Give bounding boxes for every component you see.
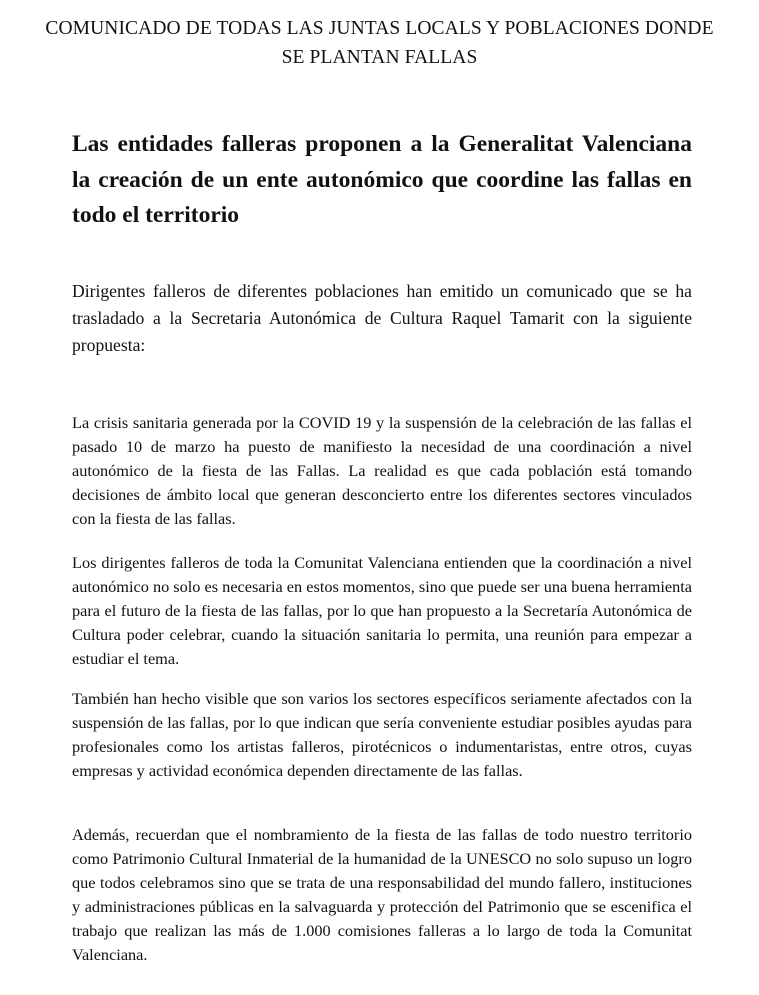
document-header: COMUNICADO DE TODAS LAS JUNTAS LOCALS Y POBLACIONES DONDE SE PLANTAN FALLAS [45, 18, 714, 68]
body-paragraph: La crisis sanitaria generada por la COVID 19 y la suspensión de la celebración de las fallas el pasado 10 de marzo ha puesto de manifiesto la necesidad de una coordinación a nivel autonómico de la fiesta de las Fallas. La realidad es que cada población está tomando decisiones de ámbito local que generan desconcierto entre los diferentes sectores vinculados con la fiesta de las fallas. [72, 413, 692, 528]
body-paragraph: También han hecho visible que son varios los sectores específicos seriamente afectados con la suspensión de las fallas, por lo que indican que sería conveniente estudiar posibles ayudas para profesionales como los artistas falleros, pirotécnicos o indumentaristas, entre otros, cuyas empresas y actividad económica dependen directamente de las fallas. [72, 689, 692, 780]
body-paragraph: Los dirigentes falleros de toda la Comunitat Valenciana entienden que la coordinación a nivel autonómico no solo es necesaria en estos momentos, sino que puede ser una buena herramienta para el futuro de la fiesta de las fallas, por lo que han propuesto a la Secretaría Autonómica de Cultura poder celebrar, cuando la situación sanitaria lo permita, una reunión para empezar a estudiar el tema. [72, 553, 692, 668]
headline: Las entidades falleras proponen a la Generalitat Valenciana la creación de un ente autonómico que coordine las fallas en todo el territorio [72, 131, 692, 228]
body-paragraph: Además, recuerdan que el nombramiento de la fiesta de las fallas de todo nuestro territorio como Patrimonio Cultural Inmaterial de la humanidad de la UNESCO no solo supuso un logro que todos celebramos sino que se trata de una responsabilidad del mundo fallero, instituciones y administraciones públicas en la salvaguarda y protección del Patrimonio que se escenifica el trabajo que realizan las más de 1.000 comisiones falleras a lo largo de toda la Comunitat Valenciana. [72, 825, 692, 964]
intro-paragraph: Dirigentes falleros de diferentes poblaciones han emitido un comunicado que se ha trasladado a la Secretaria Autonómica de Cultura Raquel Tamarit con la siguiente propuesta: [72, 281, 692, 355]
